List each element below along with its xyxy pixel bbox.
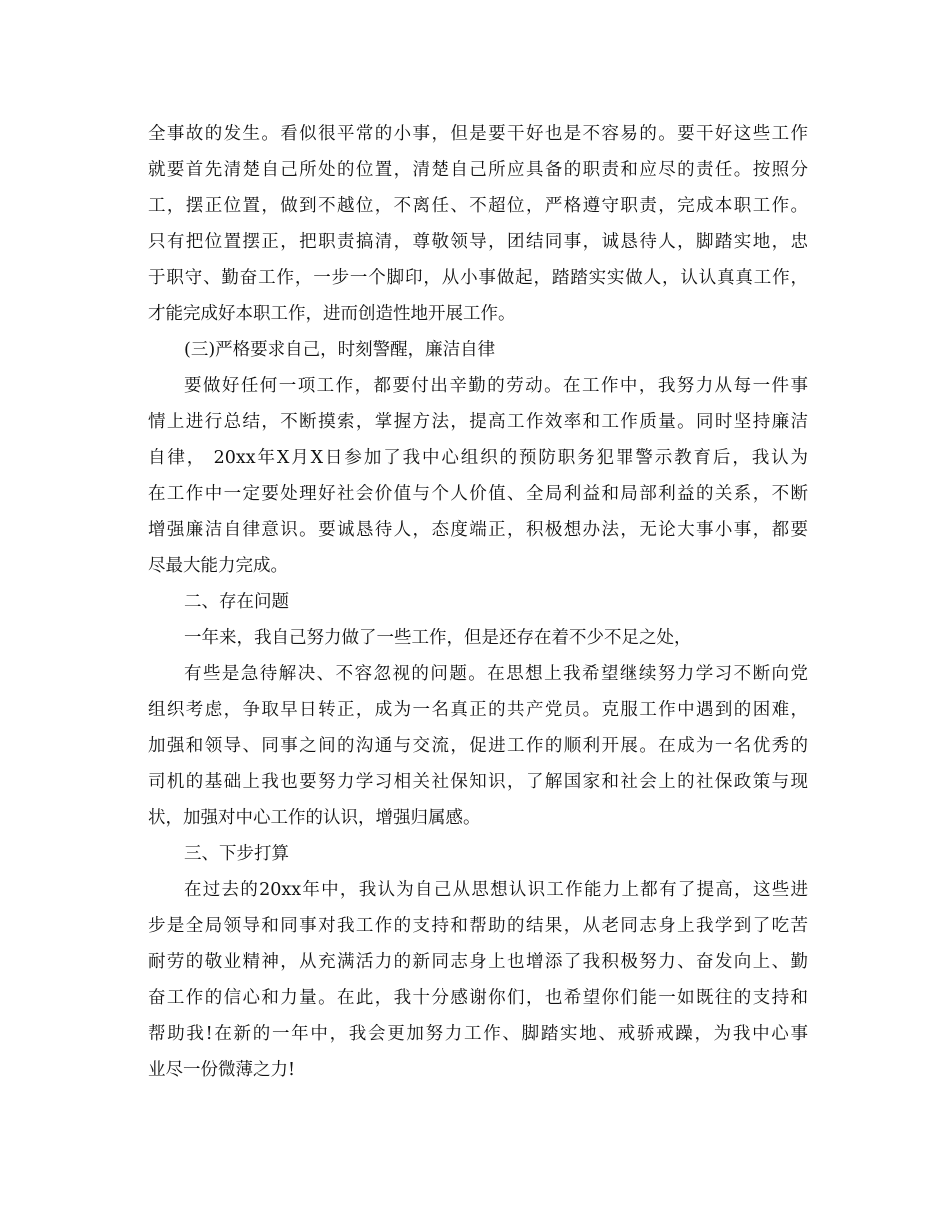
text-line: 只有把位置摆正，把职责搞清，尊敬领导，团结同事，诚恳待人，脚踏实地，忠 [148, 232, 808, 252]
text-line: 三、下步打算 [184, 844, 289, 864]
text-line: 帮助我!在新的一年中，我会更加努力工作、脚踏实地、戒骄戒躁，为我中心事 [148, 1024, 808, 1044]
text-line: 自律， 20xx年X月X日参加了我中心组织的预防职务犯罪警示教育后，我认为 [148, 448, 808, 468]
text-line: 工，摆正位置，做到不越位，不离任、不超位，严格遵守职责，完成本职工作。 [148, 196, 808, 216]
text-line: 奋工作的信心和力量。在此，我十分感谢你们，也希望你们能一如既往的支持和 [148, 988, 808, 1008]
text-line: (三)严格要求自己，时刻警醒，廉洁自律 [184, 340, 496, 360]
document-body [148, 116, 808, 1088]
text-line: 要做好任何一项工作，都要付出辛勤的劳动。在工作中，我努力从每一件事 [184, 376, 808, 396]
text-line: 就要首先清楚自己所处的位置，清楚自己所应具备的职责和应尽的责任。按照分 [148, 160, 808, 180]
text-line: 耐劳的敬业精神，从充满活力的新同志身上也增添了我积极努力、奋发向上、勤 [148, 952, 808, 972]
text-line: 尽最大能力完成。 [148, 556, 288, 576]
text-line: 全事故的发生。看似很平常的小事，但是要干好也是不容易的。要干好这些工作 [148, 124, 808, 144]
text-line: 增强廉洁自律意识。要诚恳待人，态度端正，积极想办法，无论大事小事，都要 [148, 520, 808, 540]
text-line: 在过去的20xx年中，我认为自己从思想认识工作能力上都有了提高，这些进 [184, 880, 808, 900]
text-line: 状，加强对中心工作的认识，增强归属感。 [148, 808, 481, 828]
text-line: 步是全局领导和同事对我工作的支持和帮助的结果，从老同志身上我学到了吃苦 [148, 916, 808, 936]
text-line: 二、存在问题 [184, 592, 289, 612]
text-line: 业尽一份微薄之力! [148, 1060, 296, 1080]
text-line: 一年来，我自己努力做了一些工作，但是还存在着不少不足之处， [184, 628, 692, 648]
text-line: 有些是急待解决、不容忽视的问题。在思想上我希望继续努力学习不断向党 [184, 664, 808, 684]
text-line: 才能完成好本职工作，进而创造性地开展工作。 [148, 304, 516, 324]
text-line: 组织考虑，争取早日转正，成为一名真正的共产党员。克服工作中遇到的困难， [148, 700, 808, 720]
text-line: 于职守、勤奋工作，一步一个脚印，从小事做起，踏踏实实做人，认认真真工作， [148, 268, 808, 288]
text-line: 加强和领导、同事之间的沟通与交流，促进工作的顺利开展。在成为一名优秀的 [148, 736, 808, 756]
text-line: 情上进行总结，不断摸索，掌握方法，提高工作效率和工作质量。同时坚持廉洁 [148, 412, 808, 432]
text-line: 司机的基础上我也要努力学习相关社保知识，了解国家和社会上的社保政策与现 [148, 772, 808, 792]
text-line: 在工作中一定要处理好社会价值与个人价值、全局利益和局部利益的关系，不断 [148, 484, 808, 504]
